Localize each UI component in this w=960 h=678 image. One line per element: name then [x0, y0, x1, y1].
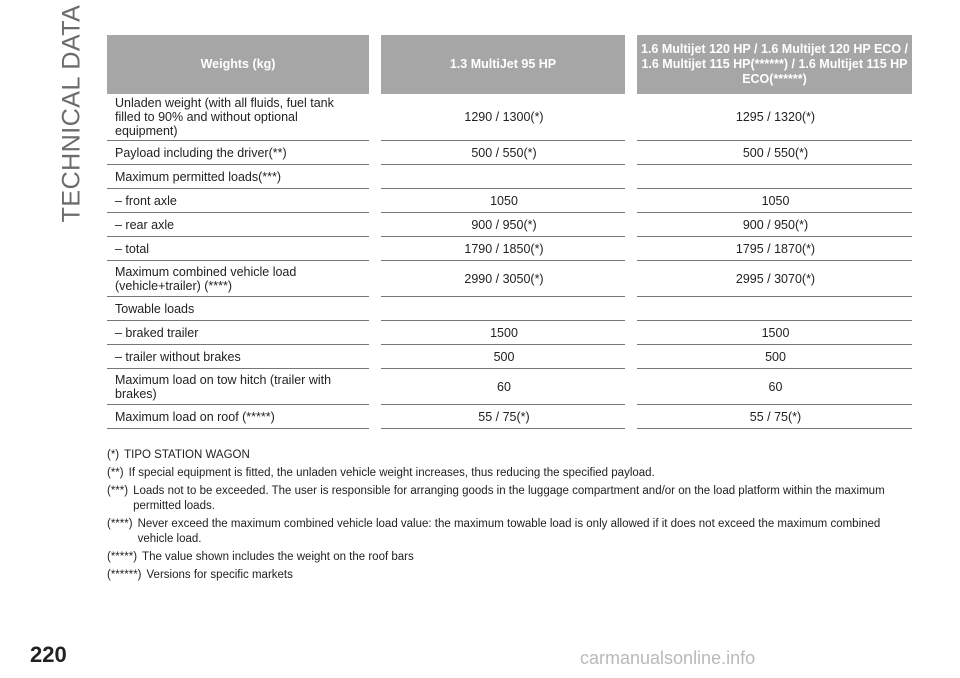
footnote: [107, 484, 907, 514]
footnote-mark: (***): [107, 485, 129, 497]
row-value-1: 2990 / 3050(*): [381, 261, 625, 297]
table-row: [107, 141, 912, 165]
table-row: [107, 261, 912, 297]
table-row: [107, 321, 912, 345]
footnote: [107, 466, 907, 481]
footnote-text: Versions for specific markets: [146, 569, 293, 581]
footnote-mark: (****): [107, 518, 133, 530]
row-value-1: 1790 / 1850(*): [381, 237, 625, 261]
row-value-1: 1290 / 1300(*): [381, 94, 625, 141]
table-row: [107, 213, 912, 237]
row-value-2: 55 / 75(*): [637, 405, 912, 429]
row-label: Maximum load on roof (*****): [107, 405, 369, 429]
row-label: – trailer without brakes: [107, 345, 369, 369]
watermark: carmanualsonline.info: [580, 648, 756, 668]
row-label: – braked trailer: [107, 321, 369, 345]
row-value-2: 60: [637, 369, 912, 405]
table-row: [107, 297, 912, 321]
row-value-1: 1050: [381, 189, 625, 213]
row-label: Towable loads: [107, 297, 369, 321]
table-row: [107, 237, 912, 261]
footnotes: [107, 448, 907, 586]
row-label: Maximum permitted loads(***): [107, 165, 369, 189]
footnote-text: Loads not to be exceeded. The user is responsible for arranging goods in the luggage compartment and/or on the load platform within the maximum permitted loads.: [133, 485, 885, 512]
row-label: – front axle: [107, 189, 369, 213]
table-row: [107, 405, 912, 429]
row-label: Maximum load on tow hitch (trailer with brakes): [107, 369, 369, 405]
row-value-1: 500 / 550(*): [381, 141, 625, 165]
table-row: [107, 369, 912, 405]
row-value-2: 500 / 550(*): [637, 141, 912, 165]
row-label: – total: [107, 237, 369, 261]
footnote: [107, 448, 907, 463]
footnote-text: Never exceed the maximum combined vehicle load value: the maximum towable load is only allowed if it does not exceed the maximum combined vehicle load.: [137, 518, 881, 545]
row-value-2: 1500: [637, 321, 912, 345]
page-number: 220: [30, 642, 67, 667]
footnote-text: TIPO STATION WAGON: [124, 449, 250, 461]
row-label: – rear axle: [107, 213, 369, 237]
header-engine-1: 1.3 MultiJet 95 HP: [381, 35, 625, 94]
footnote: [107, 517, 907, 547]
row-value-2: 500: [637, 345, 912, 369]
table-row: [107, 345, 912, 369]
weights-table: [107, 35, 912, 429]
footnote-text: The value shown includes the weight on the roof bars: [142, 551, 414, 563]
header-weights: Weights (kg): [107, 35, 369, 94]
section-title-text: TECHNICAL DATA: [57, 4, 86, 222]
row-value-2: 1795 / 1870(*): [637, 237, 912, 261]
row-value-2: 2995 / 3070(*): [637, 261, 912, 297]
table-header-row: [107, 35, 912, 94]
row-value-2: 900 / 950(*): [637, 213, 912, 237]
row-value-1: 900 / 950(*): [381, 213, 625, 237]
row-label: Maximum combined vehicle load (vehicle+trailer) (****): [107, 261, 369, 297]
row-value-2: 1050: [637, 189, 912, 213]
row-value-1: 1500: [381, 321, 625, 345]
footnote-mark: (*): [107, 449, 120, 461]
row-value-2: [637, 297, 912, 321]
footnote-text: If special equipment is fitted, the unladen vehicle weight increases, thus reducing the specified payload.: [128, 467, 655, 479]
row-value-2: [637, 165, 912, 189]
row-value-2: 1295 / 1320(*): [637, 94, 912, 141]
footnote-mark: (**): [107, 467, 124, 479]
section-side-title: [52, 4, 92, 222]
footnote: [107, 568, 907, 583]
header-engine-2: 1.6 Multijet 120 HP / 1.6 Multijet 120 HP ECO / 1.6 Multijet 115 HP(******) / 1.6 Multijet 115 HP ECO(******): [637, 35, 912, 94]
row-value-1: [381, 165, 625, 189]
row-value-1: [381, 297, 625, 321]
table-row: [107, 94, 912, 141]
row-value-1: 500: [381, 345, 625, 369]
row-value-1: 55 / 75(*): [381, 405, 625, 429]
footnote: [107, 550, 907, 565]
table-row: [107, 189, 912, 213]
row-value-1: 60: [381, 369, 625, 405]
row-label: Payload including the driver(**): [107, 141, 369, 165]
footnote-mark: (*****): [107, 551, 138, 563]
footnote-mark: (******): [107, 569, 142, 581]
row-label: Unladen weight (with all fluids, fuel tank filled to 90% and without optional equipment): [107, 94, 369, 141]
table-row: [107, 165, 912, 189]
